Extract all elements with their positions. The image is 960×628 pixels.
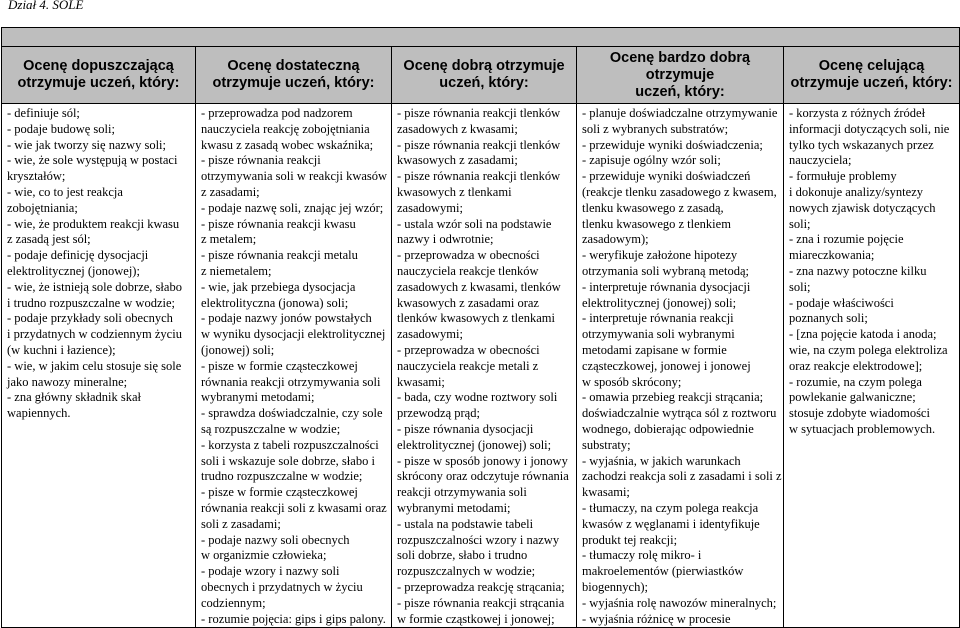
criterion-line: - pisze równania reakcji tlenków: [397, 106, 561, 120]
criterion-line: - wie, co to jest reakcja: [7, 184, 123, 199]
criteria-cell-sufficient: [2, 104, 196, 628]
criterion-line: metodami zapisane w formie: [582, 342, 727, 357]
section-title: Dział 4. SOLE: [8, 0, 84, 12]
criterion-line: są rozpuszczalne w wodzie;: [201, 421, 341, 436]
criteria-cell-satisfactory: [196, 104, 392, 628]
criterion-line: nauczyciela;: [789, 153, 852, 168]
criterion-line: wie, na czym polega elektroliza: [789, 342, 948, 357]
criterion-line: substraty;: [582, 437, 631, 452]
criterion-line: tlenków kwasowych z tlenkami: [397, 311, 555, 326]
criterion-line: - interpretuje równania reakcji: [582, 311, 734, 326]
criterion-line: poznanych soli;: [789, 311, 868, 326]
criterion-line: soli;: [789, 216, 811, 231]
header-line: otrzymuje uczeń, który:: [17, 75, 180, 91]
criterion-line: - planuje doświadczalne otrzymywanie: [582, 106, 778, 120]
criterion-line: i przydatnych w codziennym życiu: [7, 327, 182, 342]
criterion-line: - wie, że sole występują w postaci: [7, 153, 178, 168]
criterion-line: codziennym;: [201, 595, 266, 610]
criterion-line: z zasadą jest sól;: [7, 232, 91, 247]
criterion-line: zachodzi reakcja soli z zasadami i soli z: [582, 469, 782, 484]
criterion-line: (reakcje tlenku zasadowego z kwasem,: [582, 184, 777, 199]
criterion-line: w sposób skrócony;: [582, 374, 682, 389]
criterion-line: - wie jak tworzy się nazwy soli;: [7, 137, 166, 152]
criteria-list: [582, 106, 781, 627]
criteria-cell-excellent: [784, 104, 960, 628]
criterion-line: wybranymi metodami;: [201, 390, 315, 405]
criterion-line: - wie, że produktem reakcji kwasu: [7, 216, 180, 231]
criterion-line: - wie, w jakim celu stosuje się sole: [7, 358, 182, 373]
criterion-line: kwasowych z zasadami oraz: [397, 295, 539, 310]
header-line: Ocenę bardzo dobrą otrzymuje: [609, 49, 751, 83]
criterion-line: - wyjaśnia różnicę w procesie: [582, 611, 731, 626]
criterion-line: przewodzą prąd;: [397, 406, 480, 421]
criterion-line: doświadczalnie wytrąca sól z roztworu: [582, 406, 777, 421]
criterion-line: reakcji otrzymywania soli: [397, 485, 527, 500]
criterion-line: w organizmie człowieka;: [201, 548, 327, 563]
criterion-line: - rozumie pojęcia: gips i gips palony.: [201, 611, 386, 626]
criterion-line: soli z zasadami;: [201, 516, 281, 531]
criterion-line: - pisze w sposób jonowy i jonowy: [397, 453, 568, 468]
criterion-line: - [zna pojęcie katoda i anoda;: [789, 327, 937, 342]
header-grade-very-good: [577, 47, 784, 104]
criterion-line: nowych zjawisk dotyczących: [789, 200, 936, 215]
criterion-line: rozpuszczalnych w wodzie;: [397, 564, 536, 579]
criterion-line: - formułuje problemy: [789, 169, 897, 184]
criterion-line: kwasowych z zasadami;: [397, 153, 518, 168]
criterion-line: skrócony oraz odczytuje równania: [397, 469, 569, 484]
criterion-line: - przeprowadza w obecności: [397, 342, 540, 357]
criterion-line: biogennych);: [582, 579, 648, 594]
criterion-line: - rozumie, na czym polega: [789, 374, 922, 389]
criterion-line: nauczyciela reakcje tlenków: [397, 263, 539, 278]
criterion-line: - korzysta z różnych źródeł: [789, 106, 926, 120]
header-row: [2, 47, 960, 104]
criterion-line: - podaje wzory i nazwy soli: [201, 564, 340, 579]
criterion-line: elektrolitycznej (jonowej) soli;: [397, 437, 552, 452]
criterion-line: - podaje definicję dysocjacji: [7, 248, 149, 263]
criterion-line: - zna nazwy potoczne kilku: [789, 263, 927, 278]
criterion-line: nauczyciela reakcje metali z: [397, 358, 539, 373]
criterion-line: produkt tej reakcji;: [582, 532, 678, 547]
criterion-line: jako nawozy mineralne;: [7, 374, 128, 389]
criteria-row: [2, 104, 960, 628]
criterion-line: zasadowym);: [582, 232, 649, 247]
criterion-line: zasadowych z kwasami, tlenków: [397, 279, 561, 294]
criterion-line: wybranymi metodami;: [397, 500, 511, 515]
criterion-line: - podaje przykłady soli obecnych: [7, 311, 173, 326]
criterion-line: - definiuje sól;: [7, 106, 80, 120]
criterion-line: elektrolityczna (jonowa) soli;: [201, 295, 349, 310]
criterion-line: - przewiduje wyniki doświadczenia;: [582, 137, 763, 152]
criterion-line: - pisze równania reakcji strącania: [397, 595, 565, 610]
criterion-line: - ustala wzór soli na podstawie: [397, 216, 552, 231]
criterion-line: - pisze w formie cząsteczkowej: [201, 485, 358, 500]
criterion-line: kwasu z zasadą wobec wskaźnika;: [201, 137, 374, 152]
criterion-line: - przewiduje wyniki doświadczeń: [582, 169, 751, 184]
header-grade-good: [392, 47, 577, 104]
criterion-line: kwasowych z tlenkami: [397, 184, 512, 199]
grading-criteria-table: [1, 27, 960, 628]
criteria-cell-very-good: [577, 104, 784, 628]
criteria-list: [789, 106, 957, 438]
criterion-line: - podaje budowę soli;: [7, 121, 115, 136]
criterion-line: z niemetalem;: [201, 263, 272, 278]
criterion-line: - ustala na podstawie tabeli: [397, 516, 534, 531]
criterion-line: - sprawdza doświadczalnie, czy sole: [201, 406, 383, 421]
criterion-line: - wie, jak przebiega dysocjacja: [201, 279, 356, 294]
criterion-line: soli;: [789, 279, 811, 294]
criterion-line: w formie cząstkowej i jonowej;: [397, 611, 555, 626]
criterion-line: - pisze równania reakcji tlenków: [397, 137, 561, 152]
criterion-line: makroelementów (pierwiastków: [582, 564, 744, 579]
criterion-line: kwasów z węglanami i identyfikuje: [582, 516, 760, 531]
criterion-line: z metalem;: [201, 232, 257, 247]
header-line: uczeń, który:: [439, 75, 529, 91]
criterion-line: - tłumaczy rolę mikro- i: [582, 548, 702, 563]
table-top-band: [2, 28, 960, 47]
criterion-line: i trudno rozpuszczalne w wodzie;: [7, 295, 175, 310]
criterion-line: tylko tych wskazanych przez: [789, 137, 934, 152]
criterion-line: w sytuacjach problemowych.: [789, 421, 936, 436]
criterion-line: elektrolitycznej (jonowej);: [7, 263, 140, 278]
criterion-line: - wyjaśnia, w jakich warunkach: [582, 453, 741, 468]
header-line: uczeń, który:: [635, 83, 725, 100]
criterion-line: w wyniku dysocjacji elektrolitycznej: [201, 327, 386, 342]
criterion-line: - pisze w formie cząsteczkowej: [201, 358, 358, 373]
criterion-line: zasadowymi;: [397, 327, 463, 342]
criterion-line: - przeprowadza pod nadzorem: [201, 106, 353, 120]
criterion-line: stosuje zdobyte wiadomości: [789, 406, 930, 421]
criterion-line: soli z wybranych substratów;: [582, 121, 729, 136]
criterion-line: zasadowych z kwasami;: [397, 121, 518, 136]
criterion-line: równania reakcji soli z kwasami oraz: [201, 500, 387, 515]
criterion-line: - pisze równania reakcji: [201, 153, 321, 168]
criterion-line: miareczkowania;: [789, 248, 875, 263]
criterion-line: oraz reakcje elektrodowe];: [789, 358, 923, 373]
criterion-line: - podaje nazwę soli, znając jej wzór;: [201, 200, 384, 215]
criterion-line: nauczyciela reakcję zobojętniania: [201, 121, 370, 136]
criterion-line: cząsteczkowej, jonowej i jonowej: [582, 358, 751, 373]
header-grade-satisfactory: [196, 47, 392, 104]
criteria-cell-good: [392, 104, 577, 628]
criterion-line: kwasami;: [582, 485, 630, 500]
criterion-line: i dokonuje analizy/syntezy: [789, 184, 923, 199]
header-grade-excellent: [784, 47, 960, 104]
criterion-line: - wie, że istnieją sole dobrze, słabo: [7, 279, 182, 294]
criterion-line: soli dobrze, słabo i trudno: [397, 548, 528, 563]
criterion-line: wapiennych.: [7, 406, 71, 421]
criterion-line: rozpuszczalności wzory i nazwy: [397, 532, 560, 547]
criterion-line: nazwy i odwrotnie;: [397, 232, 494, 247]
criterion-line: - zapisuje ogólny wzór soli;: [582, 153, 721, 168]
criterion-line: obecnych i przydatnych w życiu: [201, 579, 363, 594]
criterion-line: kryształów;: [7, 169, 66, 184]
header-line: Ocenę dostateczną: [227, 58, 360, 74]
criterion-line: tlenku kwasowego z tlenkiem: [582, 216, 731, 231]
criterion-line: równania reakcji otrzymywania soli: [201, 374, 381, 389]
criterion-line: (w kuchni i łazience);: [7, 342, 116, 357]
criterion-line: - korzysta z tabeli rozpuszczalności: [201, 437, 379, 452]
criterion-line: zobojętniania;: [7, 200, 78, 215]
header-line: otrzymuje uczeń, który:: [790, 75, 953, 91]
criterion-line: - pisze równania reakcji tlenków: [397, 169, 561, 184]
criterion-line: - podaje właściwości: [789, 295, 894, 310]
criterion-line: wodnego, dobierając odpowiednie: [582, 421, 754, 436]
criterion-line: powlekanie galwaniczne;: [789, 390, 916, 405]
criterion-line: otrzymania soli wybraną metodą;: [582, 263, 749, 278]
criterion-line: - pisze równania reakcji kwasu: [201, 216, 356, 231]
criterion-line: - zna i rozumie pojęcie: [789, 232, 904, 247]
header-line: otrzymuje uczeń, który:: [212, 75, 375, 91]
criterion-line: - pisze równania reakcji metalu: [201, 248, 358, 263]
criterion-line: - omawia przebieg reakcji strącania;: [582, 390, 764, 405]
criterion-line: - przeprowadza w obecności: [397, 248, 540, 263]
criteria-list: [397, 106, 574, 627]
criterion-line: soli i wskazuje sole dobrze, słabo i: [201, 453, 375, 468]
criterion-line: elektrolitycznej (jonowej) soli;: [582, 295, 737, 310]
criterion-line: otrzymywania soli wybranymi: [582, 327, 735, 342]
criterion-line: informacji dotyczących soli, nie: [789, 121, 950, 136]
criterion-line: (jonowej) soli;: [201, 342, 275, 357]
header-line: Ocenę dobrą otrzymuje: [403, 58, 565, 74]
criterion-line: - podaje nazwy jonów powstałych: [201, 311, 372, 326]
criterion-line: - wyjaśnia rolę nawozów mineralnych;: [582, 595, 777, 610]
criterion-line: otrzymywania soli w reakcji kwasów: [201, 169, 388, 184]
criterion-line: - pisze równania dysocjacji: [397, 421, 534, 436]
criterion-line: - weryfikuje założone hipotezy: [582, 248, 738, 263]
criterion-line: zasadowymi;: [397, 200, 463, 215]
criteria-list: [201, 106, 389, 627]
criterion-line: - zna główny składnik skał: [7, 390, 142, 405]
criterion-line: z zasadami;: [201, 184, 260, 199]
table-top-band-cell: [2, 28, 960, 47]
criterion-line: - interpretuje równania dysocjacji: [582, 279, 751, 294]
criterion-line: kwasami;: [397, 374, 445, 389]
criteria-list: [7, 106, 193, 422]
header-grade-sufficient: [2, 47, 196, 104]
header-line: Ocenę celującą: [818, 58, 925, 74]
criterion-line: - bada, czy wodne roztwory soli: [397, 390, 558, 405]
criterion-line: - tłumaczy, na czym polega reakcja: [582, 500, 759, 515]
criterion-line: trudno rozpuszczalne w wodzie;: [201, 469, 363, 484]
criterion-line: - podaje nazwy soli obecnych: [201, 532, 350, 547]
criterion-line: - przeprowadza reakcję strącania;: [397, 579, 565, 594]
criterion-line: tlenku kwasowego z zasadą,: [582, 200, 724, 215]
header-line: Ocenę dopuszczającą: [23, 58, 174, 74]
